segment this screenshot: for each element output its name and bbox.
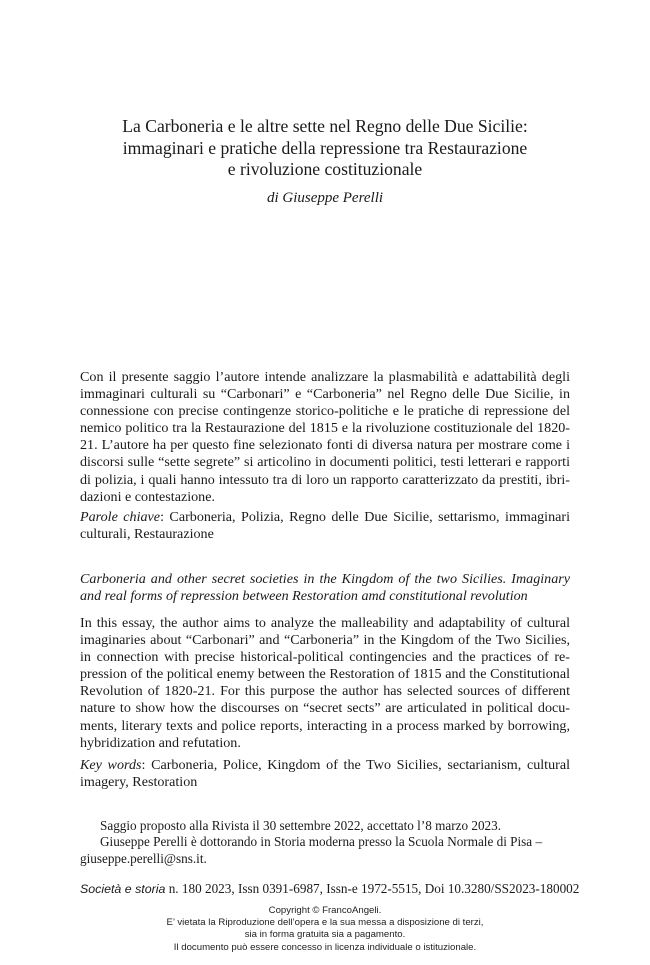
keywords-line: imagery, Restoration (80, 774, 198, 791)
abstract-line: nature to show how the discourses on “secret sects” are articulated in political docu- (80, 700, 570, 717)
author-email: giuseppe.perelli@sns.it. (80, 850, 207, 866)
copyright-line: Copyright © FrancoAngeli. (268, 905, 382, 916)
english-title (80, 571, 570, 605)
article-notes (80, 818, 570, 867)
keywords-text: : Carboneria, Polizia, Regno delle Due Sicilie, settarismo, immaginari (160, 509, 570, 525)
abstract-italian (80, 369, 570, 506)
keywords-english (80, 757, 570, 791)
title-line: e rivoluzione costituzionale (227, 159, 423, 179)
abstract-line: connessione con precise contingenze storico-politiche e le pratiche di repressione del (80, 403, 570, 420)
copyright-line: sia in forma gratuita sia a pagamento. (244, 929, 406, 941)
keywords-line (80, 509, 570, 526)
copyright-line: E’ vietata la Riproduzione dell’opera e la sua messa a disposizione di terzi, (166, 917, 484, 929)
abstract-line: pression of the political enemy between the Restoration of 1815 and the Constitutional (80, 666, 570, 683)
abstract-line: In this essay, the author aims to analyze the malleability and adaptability of cultural (80, 615, 570, 631)
author-note: Giuseppe Perelli è dottorando in Storia moderna presso la Scuola Normale di Pisa – (100, 834, 543, 850)
journal-citation (80, 881, 580, 897)
abstract-line: Revolution of 1820-21. For this purpose the author has selected sources of different (80, 683, 570, 700)
abstract-english (80, 615, 570, 752)
abstract-line: Con il presente saggio l’autore intende analizzare la plasmabilità e adattabilità degli (80, 369, 570, 385)
copyright-notice (80, 905, 570, 954)
abstract-line: di polizia, i quali hanno intessuto tra di loro un rapporto caratterizzato da prestiti, ibri- (80, 471, 570, 488)
abstract-line: in connection with precise historical-political contingencies and the practices of re- (80, 649, 570, 666)
abstract-line: imaginaries about “Carbonari” and “Carboneria” in the Kingdom of the Two Sicilies, (80, 632, 570, 649)
abstract-line: hybridization and refutation. (80, 734, 241, 751)
keywords-line: culturali, Restaurazione (80, 526, 214, 543)
keywords-label: Parole chiave (80, 509, 161, 525)
title-line: immaginari e pratiche della repressione tra Restaurazione (122, 137, 528, 158)
keywords-line (80, 757, 570, 774)
english-title-line: Carboneria and other secret societies in the Kingdom of the two Sicilies. Imaginary (80, 571, 570, 587)
journal-name: Società e storia (80, 882, 166, 896)
title-line: La Carboneria e le altre sette nel Regno delle Due Sicilie: (122, 116, 528, 136)
abstract-line: dazioni e contestazione. (80, 488, 216, 505)
citation-details: n. 180 2023, Issn 0391-6987, Issn-e 1972-5515, Doi 10.3280/SS2023-180002 (165, 881, 580, 896)
abstract-line: nemico politico tra la Restaurazione del 1815 e la rivoluzione costituzionale del 1820- (80, 420, 570, 437)
article-title (80, 116, 570, 181)
author-byline: di Giuseppe Perelli (266, 190, 384, 206)
abstract-line: immaginari culturali su “Carbonari” e “Carboneria” nel Regno delle Due Sicilie, in (80, 386, 570, 403)
copyright-line: Il documento può essere concesso in licenza individuale o istituzionale. (173, 941, 477, 953)
keywords-label: Key words (80, 757, 142, 773)
submission-note: Saggio proposto alla Rivista il 30 settembre 2022, accettato l’8 marzo 2023. (100, 818, 502, 833)
keywords-italian (80, 509, 570, 543)
english-title-line: and real forms of repression between Restoration amd constitutional revolution (80, 588, 528, 605)
abstract-line: 21. L’autore ha per questo fine selezionato fonti di diversa natura per mostrare come i (80, 437, 570, 454)
keywords-text: : Carboneria, Police, Kingdom of the Two Sicilies, sectarianism, cultural (141, 757, 570, 773)
abstract-line: discorsi sulle “sette segrete” si articolino in documenti politici, testi letterari e rapporti (80, 454, 570, 471)
abstract-line: ments, literary texts and police reports, interacting in a process marked by borrowing, (80, 717, 570, 734)
